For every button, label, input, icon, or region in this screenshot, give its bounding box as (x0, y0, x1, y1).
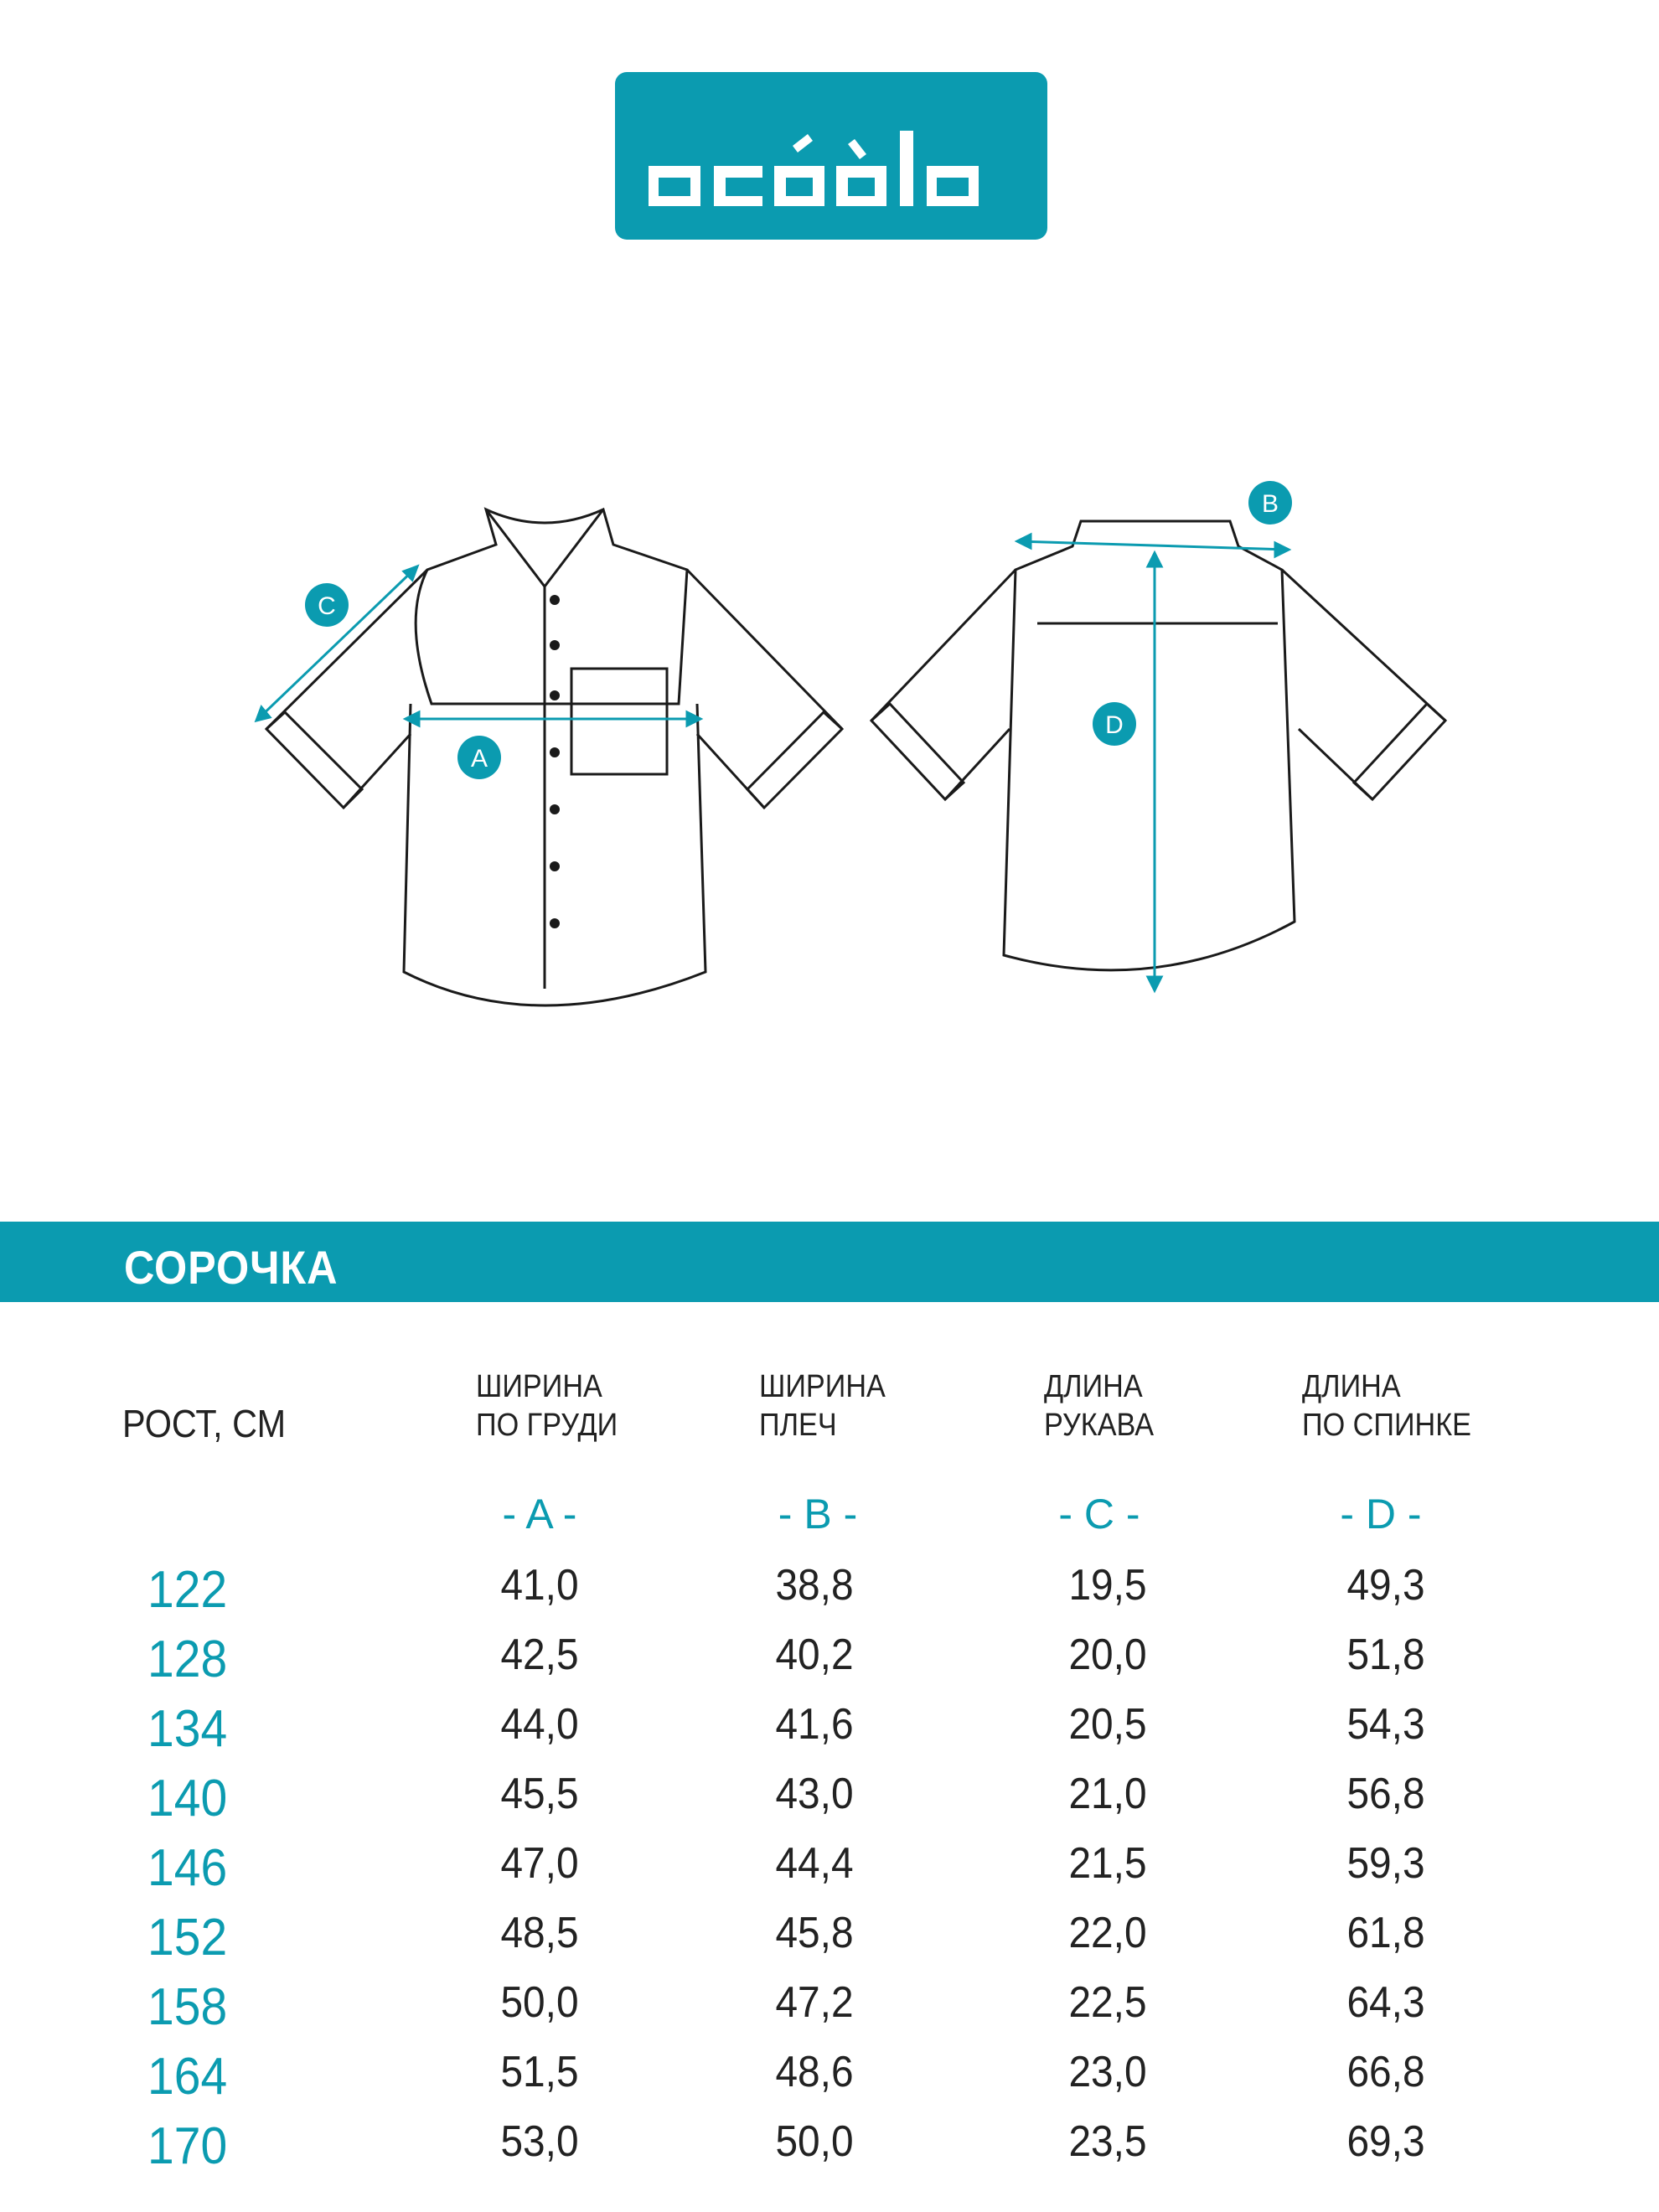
shirt-measurement-diagram (0, 452, 1659, 1022)
column-letter-c: - C - (1058, 1491, 1140, 1538)
cell-a: 48,5 (500, 1909, 579, 1957)
column-header-d (1302, 1367, 1471, 1445)
cell-c: 21,0 (1068, 1770, 1147, 1818)
table-row (0, 1977, 1659, 2046)
column-header-c-line2: РУКАВА (1044, 1408, 1155, 1443)
row-height-value: 146 (147, 1839, 228, 1897)
cell-a: 47,0 (500, 1839, 579, 1888)
cell-a: 45,5 (500, 1770, 579, 1818)
cell-d: 69,3 (1346, 2117, 1425, 2166)
cell-d: 59,3 (1346, 1839, 1425, 1888)
brand-logo (615, 72, 1047, 240)
section-banner (0, 1222, 1659, 1302)
column-header-a (476, 1367, 618, 1445)
cell-c: 23,0 (1068, 2048, 1147, 2096)
cell-c: 19,5 (1068, 1561, 1147, 1610)
cell-b: 43,0 (775, 1770, 854, 1818)
column-header-a-line2: ПО ГРУДИ (476, 1408, 618, 1443)
row-height-value: 122 (147, 1561, 228, 1619)
cell-d: 56,8 (1346, 1770, 1425, 1818)
table-row (0, 2047, 1659, 2116)
cell-a: 50,0 (500, 1978, 579, 2027)
cell-c: 22,0 (1068, 1909, 1147, 1957)
cell-a: 41,0 (500, 1561, 579, 1610)
column-letter-d: - D - (1340, 1491, 1422, 1538)
cell-d: 61,8 (1346, 1909, 1425, 1957)
column-header-d-line1: ДЛИНА (1302, 1369, 1401, 1404)
column-header-d-line2: ПО СПИНКЕ (1302, 1408, 1471, 1443)
cell-c: 22,5 (1068, 1978, 1147, 2027)
cell-b: 44,4 (775, 1839, 854, 1888)
cell-b: 45,8 (775, 1909, 854, 1957)
cell-b: 40,2 (775, 1631, 854, 1679)
cell-b: 47,2 (775, 1978, 854, 2027)
measure-line-b (1017, 541, 1289, 550)
marker-d-label: D (1105, 711, 1124, 739)
cell-c: 20,5 (1068, 1700, 1147, 1749)
column-header-b (759, 1367, 886, 1445)
row-height-value: 140 (147, 1770, 228, 1827)
row-height-value: 152 (147, 1909, 228, 1967)
cell-b: 38,8 (775, 1561, 854, 1610)
cell-b: 50,0 (775, 2117, 854, 2166)
marker-c-label: C (318, 592, 336, 620)
row-height-value: 158 (147, 1978, 228, 2036)
row-height-value: 170 (147, 2117, 228, 2175)
row-header-label: РОСТ, СМ (122, 1402, 287, 1445)
table-row (0, 1838, 1659, 1907)
shirt-back-drawing (871, 521, 1445, 970)
cell-d: 66,8 (1346, 2048, 1425, 2096)
column-header-c-line1: ДЛИНА (1044, 1369, 1143, 1404)
table-row (0, 1630, 1659, 1698)
cell-c: 21,5 (1068, 1839, 1147, 1888)
cell-a: 51,5 (500, 2048, 579, 2096)
cell-d: 51,8 (1346, 1631, 1425, 1679)
column-header-a-line1: ШИРИНА (476, 1369, 602, 1404)
cell-b: 41,6 (775, 1700, 854, 1749)
cell-a: 44,0 (500, 1700, 579, 1749)
table-row (0, 1908, 1659, 1977)
acoola-logo-mark (615, 72, 1047, 240)
cell-a: 53,0 (500, 2117, 579, 2166)
column-letter-b: - B - (778, 1491, 858, 1538)
row-height-value: 164 (147, 2048, 228, 2106)
row-height-value: 128 (147, 1631, 228, 1688)
cell-d: 54,3 (1346, 1700, 1425, 1749)
cell-c: 23,5 (1068, 2117, 1147, 2166)
cell-d: 49,3 (1346, 1561, 1425, 1610)
table-row (0, 2116, 1659, 2185)
cell-b: 48,6 (775, 2048, 854, 2096)
column-header-c (1044, 1367, 1154, 1445)
row-height-value: 134 (147, 1700, 228, 1758)
column-letter-a: - A - (502, 1491, 577, 1538)
cell-a: 42,5 (500, 1631, 579, 1679)
section-title: СОРОЧКА (124, 1241, 339, 1294)
shirt-front-drawing (266, 509, 842, 1005)
table-row (0, 1769, 1659, 1837)
column-header-b-line2: ПЛЕЧ (759, 1408, 837, 1443)
table-row (0, 1560, 1659, 1629)
marker-b-label: B (1261, 490, 1279, 518)
marker-a-label: A (470, 745, 488, 773)
table-row (0, 1699, 1659, 1768)
cell-d: 64,3 (1346, 1978, 1425, 2027)
column-header-b-line1: ШИРИНА (759, 1369, 886, 1404)
cell-c: 20,0 (1068, 1631, 1147, 1679)
